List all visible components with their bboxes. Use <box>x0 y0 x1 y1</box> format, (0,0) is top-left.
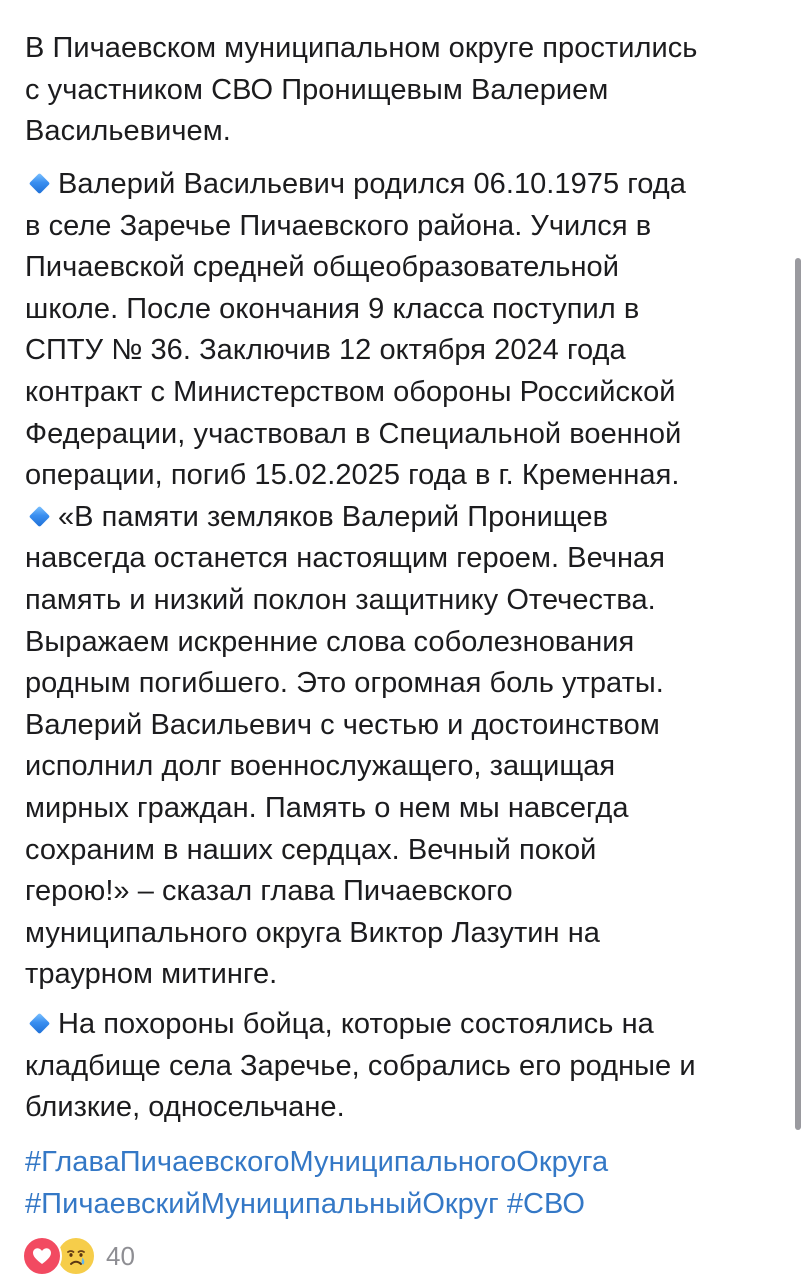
body-line: герою!» – сказал глава Пичаевского <box>25 875 513 908</box>
hashtag-list <box>25 1142 785 1225</box>
body-line: мирных граждан. Память о нем мы навсегда <box>25 791 629 824</box>
body-line: близкие, односельчане. <box>25 1091 345 1124</box>
body-line: сохраним в наших сердцах. Вечный покой <box>25 833 597 866</box>
post-title <box>25 28 785 153</box>
body-line: родным погибшего. Это огромная боль утраты. <box>25 667 664 700</box>
body-line: кладбище села Заречье, собрались его родные и <box>25 1049 696 1082</box>
title-line: Васильевичем. <box>25 115 231 148</box>
hashtag-line <box>25 1184 785 1226</box>
title-line: В Пичаевском муниципальном округе простились <box>25 32 698 64</box>
hashtag-line <box>25 1142 785 1184</box>
body-line: навсегда останется настоящим героем. Вечная <box>25 542 665 575</box>
heart-icon[interactable] <box>22 1236 62 1276</box>
body-line: Выражаем искренние слова соболезнования <box>25 625 635 658</box>
body-line: Валерий Васильевич родился 06.10.1975 года <box>25 164 785 206</box>
body-line: муниципального округа Виктор Лазутин на <box>25 916 600 949</box>
body-line: траурном митинге. <box>25 958 278 991</box>
crying-face-icon[interactable] <box>56 1236 96 1276</box>
hashtag-link[interactable]: #ПичаевскийМуниципальныйОкруг <box>25 1187 499 1220</box>
body-line: Пичаевской средней общеобразовательной <box>25 251 619 284</box>
scrollbar[interactable] <box>795 258 801 1130</box>
body-line: операции, погиб 15.02.2025 года в г. Кременная. <box>25 459 680 492</box>
hashtag-link[interactable]: #СВО <box>506 1187 586 1220</box>
reactions-bar[interactable] <box>22 1236 135 1276</box>
body-line: СПТУ № 36. Заключив 12 октября 2024 года <box>25 334 626 367</box>
body-line: память и низкий поклон защитнику Отечества. <box>25 583 656 616</box>
post-body-paragraph-1 <box>25 164 785 996</box>
body-line: в селе Заречье Пичаевского района. Учился в <box>25 209 652 242</box>
post-body-paragraph-2 <box>25 1004 785 1129</box>
hashtag-link[interactable]: #ГлаваПичаевскогоМуниципальногоОкруга <box>25 1146 609 1178</box>
body-line: «В памяти земляков Валерий Пронищев <box>25 497 785 539</box>
body-line: школе. После окончания 9 класса поступил в <box>25 292 640 325</box>
blue-diamond-icon <box>29 1013 50 1034</box>
body-line: Федерации, участвовал в Специальной военной <box>25 417 682 450</box>
title-line: с участником СВО Пронищевым Валерием <box>25 73 609 106</box>
blue-diamond-icon <box>29 173 50 194</box>
reaction-count: 40 <box>106 1240 135 1271</box>
body-line: На похороны бойца, которые состоялись на <box>25 1004 785 1046</box>
blue-diamond-icon <box>29 506 50 527</box>
body-line: контракт с Министерством обороны Российской <box>25 375 676 408</box>
body-line: Валерий Васильевич с честью и достоинством <box>25 708 660 741</box>
body-line: исполнил долг военнослужащего, защищая <box>25 750 616 783</box>
